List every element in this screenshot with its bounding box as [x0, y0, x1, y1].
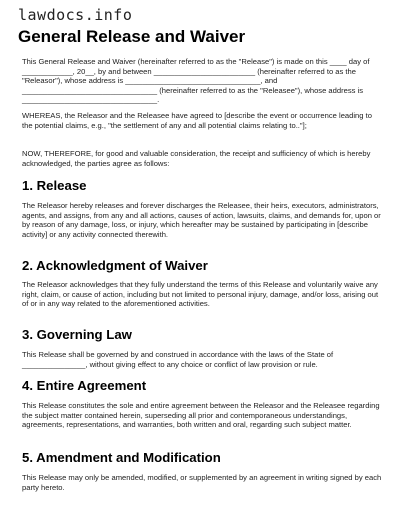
- section-text-acknowledgment: The Releasor acknowledges that they fully understand the terms of this Release and voluntarily waive any right, claim, or cause of action, including but not limited to personal injury, damage, and/or loss, arising out of or in any way related to the aforementioned activities.: [22, 280, 379, 308]
- section-text-governing-law: This Release shall be governed by and construed in accordance with the laws of the State of _______________, without giving effect to any choice or conflict of law provision or rule.: [22, 350, 334, 369]
- section-text-amendment: This Release may only be amended, modified, or supplemented by an agreement in writing signed by each party hereto.: [22, 473, 382, 492]
- now-therefore-paragraph: NOW, THEREFORE, for good and valuable consideration, the receipt and sufficiency of which is hereby acknowledged, the parties agree as follows:: [22, 149, 371, 168]
- site-brand: lawdocs.info: [18, 6, 133, 24]
- whereas-paragraph: WHEREAS, the Releasor and the Releasee have agreed to [describe the event or occurrence leading to the potential claims, e.g., "the settlement of any and all potential claims relating to.."];: [22, 111, 372, 130]
- section-heading-acknowledgment: 2. Acknowledgment of Waiver: [22, 258, 208, 273]
- section-heading-release: 1. Release: [22, 178, 87, 193]
- section-text-entire-agreement: This Release constitutes the sole and entire agreement between the Releasor and the Releasee regarding the subject matter contained herein, superseding all prior and contemporaneous understandings, agreements, representations, and warranties, both written and oral, regarding such subject matter.: [22, 401, 380, 429]
- section-text-release: The Releasor hereby releases and forever discharges the Releasee, their heirs, executors, administrators, agents, and assigns, from any and all actions, causes of action, lawsuits, claims, and demands for, upon or by reason of any damage, loss, or injury, which hereafter may be sustained by participating in [describe activity] or any activity connected therewith.: [22, 201, 381, 239]
- section-heading-entire-agreement: 4. Entire Agreement: [22, 378, 147, 393]
- section-heading-governing-law: 3. Governing Law: [22, 327, 132, 342]
- section-heading-amendment: 5. Amendment and Modification: [22, 450, 221, 465]
- intro-paragraph: This General Release and Waiver (hereinafter referred to as the "Release") is made on this ____ day of ____________, 20__, by and between ________________________ (hereinafter referred to as the "Releasor"), whose address is ________________________________, and ________________________________ (hereinafter referred to as the "Releasee"), whose address is ________________________________.: [22, 57, 370, 104]
- document-title: General Release and Waiver: [18, 27, 246, 46]
